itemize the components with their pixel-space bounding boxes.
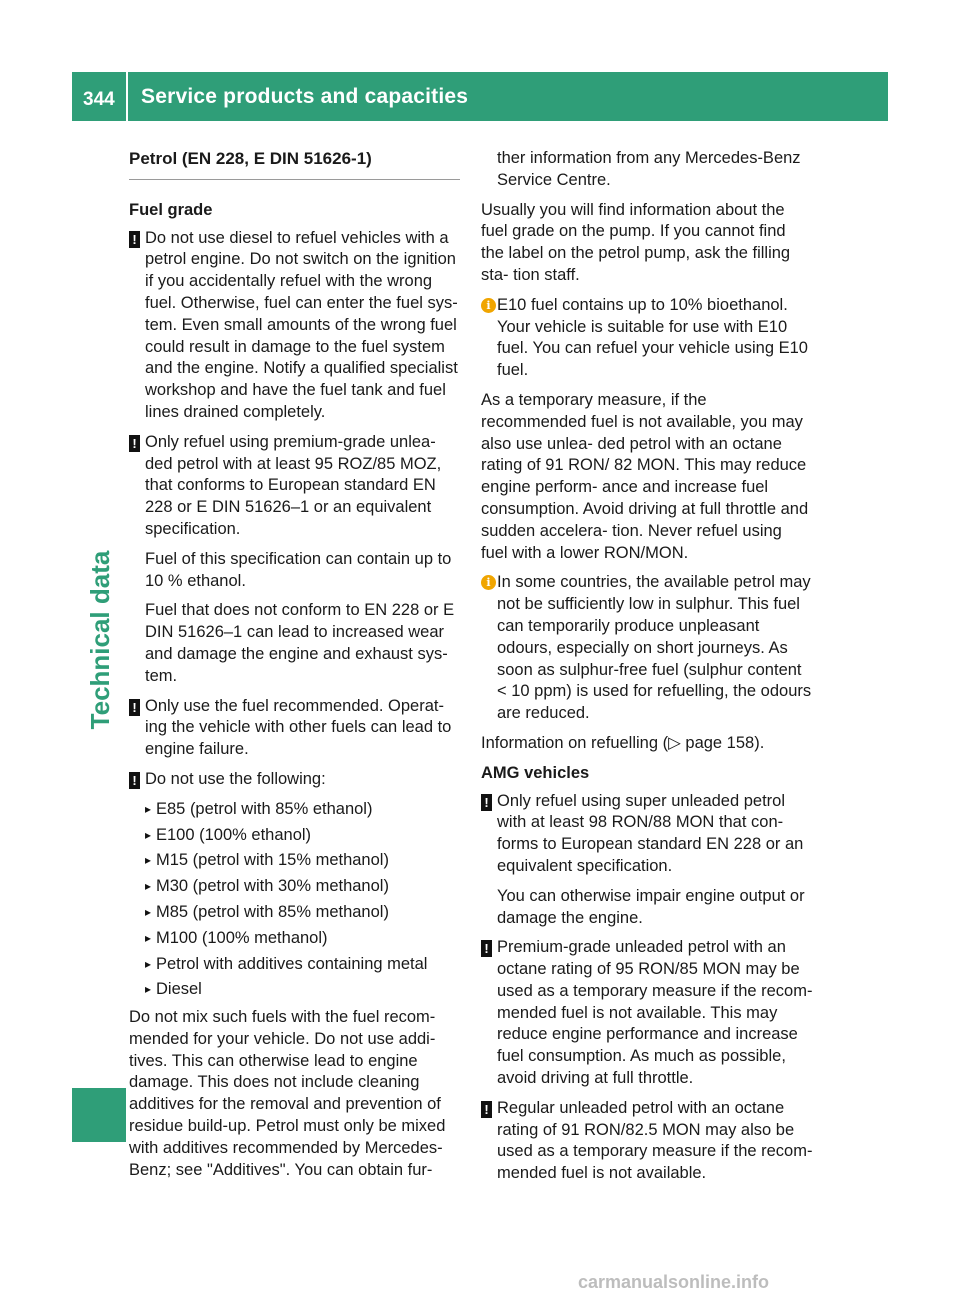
list-item: ▸ M85 (petrol with 85% methanol) xyxy=(145,902,460,924)
warning-note xyxy=(481,791,813,930)
body-paragraph: As a temporary measure, if the recommended fuel is not available, you may also use unlea- ded petrol with an octane rating of 91 RON/ 82 MON. This may reduce engine perform- ance and increase fuel consumption. Avoid driving at full throttle and sudden accelera- tion. Never refuel using fuel with a lower RON/MON. xyxy=(481,390,809,562)
warning-note xyxy=(481,1098,813,1185)
info-text: In some countries, the available petrol may not be sufficiently low in sulphur. This fuel can temporarily produce unpleasant odours, especially on short journeys. As soon as sulphur-free fuel (sulphur content < 10 ppm) is used for refuelling, the odours are reduced. xyxy=(497,573,812,723)
info-note xyxy=(481,295,813,382)
warning-note xyxy=(129,696,460,761)
warning-text: You can otherwise impair engine output or damage the engine. xyxy=(497,886,805,927)
warning-icon: ! xyxy=(481,1101,492,1118)
warning-icon: ! xyxy=(129,231,140,248)
watermark: carmanualsonline.info xyxy=(578,1272,770,1292)
warning-icon: ! xyxy=(129,772,140,789)
warning-text: Fuel that does not conform to EN 228 or E DIN 51626–1 can lead to increased wear and damage the engine and exhaust sys- tem. xyxy=(145,601,455,685)
refuelling-reference xyxy=(481,733,813,755)
info-icon: i xyxy=(481,575,496,590)
warning-note xyxy=(129,769,460,791)
warning-icon: ! xyxy=(481,940,492,957)
header-bar xyxy=(128,72,888,121)
warning-icon: ! xyxy=(129,435,140,452)
warning-text: Premium-grade unleaded petrol with an octane rating of 95 RON/85 MON may be used as a temporary measure if the recom- mended fuel is not available. This may reduce engine performance and increase fuel consumption. As much as possible, avoid driving at full throttle. xyxy=(497,938,813,1088)
list-item: ▸ Petrol with additives containing metal xyxy=(145,954,460,976)
right-column xyxy=(481,148,813,1193)
warning-icon: ! xyxy=(129,699,140,716)
page-header-title: Service products and capacities xyxy=(141,85,469,108)
left-column xyxy=(129,148,460,1189)
page-number: 344 xyxy=(83,89,115,110)
warning-note xyxy=(129,228,460,424)
amg-heading: AMG vehicles xyxy=(481,763,590,782)
list-item: ▸ E100 (100% ethanol) xyxy=(145,825,460,847)
warning-note xyxy=(481,937,813,1090)
body-paragraph: Do not mix such fuels with the fuel recom- mended for your vehicle. Do not use addi- tives. This can otherwise lead to engine damage. This does not include cleaning additives for the removal and prevention of residue build-up. Petrol must only be mixed with additives recommended by Mercedes- Benz; see "Additives". You can obtain fur- xyxy=(129,1008,446,1179)
info-note xyxy=(481,572,813,725)
warning-text: Only use the fuel recommended. Operat- ing the vehicle with other fuels can lead to engine failure. xyxy=(145,696,452,759)
info-text: E10 fuel contains up to 10% bioethanol. Your vehicle is suitable for use with E10 fuel. You can refuel your vehicle using E10 fuel. xyxy=(497,295,808,380)
warning-text: Fuel of this specification can contain up to 10 % ethanol. xyxy=(145,549,452,590)
list-item: ▸ M30 (petrol with 30% methanol) xyxy=(145,876,460,898)
warning-text: Only refuel using premium-grade unlea- ded petrol with at least 95 ROZ/85 MOZ, that conforms to European standard EN 228 or E DIN 51626–1 or an equivalent specification. xyxy=(145,432,442,538)
side-tab-label: Technical data xyxy=(85,550,115,730)
warning-text: Regular unleaded petrol with an octane rating of 91 RON/82.5 MON may also be used as a temporary measure if the recom- mended fuel is not available. xyxy=(497,1098,813,1183)
list-item: ▸ M15 (petrol with 15% methanol) xyxy=(145,850,460,872)
warning-note xyxy=(129,432,460,688)
list-item: ▸ E85 (petrol with 85% ethanol) xyxy=(145,799,460,821)
continued-paragraph: ther information from any Mercedes-Benz Service Centre. xyxy=(497,149,801,189)
warning-text: Only refuel using super unleaded petrol with at least 98 RON/88 MON that con- forms to European standard EN 228 or an equivalent specification. xyxy=(497,791,804,875)
body-paragraph: Usually you will find information about the fuel grade on the pump. If you cannot find the label on the petrol pump, ask the filling sta- tion staff. xyxy=(481,200,791,284)
page-reference-link[interactable]: page 158). xyxy=(680,733,765,752)
page-number-box xyxy=(72,72,126,121)
warning-text: Do not use diesel to refuel vehicles with a petrol engine. Do not switch on the ignition if you accidentally refuel with the wrong fuel. Otherwise, fuel can enter the fuel sys- tem. Even small amounts of the wrong fuel could result in damage to the fuel system and the engine. Notify a qualified specialist workshop and have the fuel tank and fuel lines drained completely. xyxy=(145,228,458,421)
reference-prefix: Information on refuelling ( xyxy=(481,733,669,752)
prohibited-fuel-list xyxy=(129,799,460,1001)
list-item: ▸ M100 (100% methanol) xyxy=(145,928,460,950)
warning-icon: ! xyxy=(481,794,492,811)
fuel-grade-heading: Fuel grade xyxy=(129,200,213,219)
section-title: Petrol (EN 228, E DIN 51626-1) xyxy=(129,148,460,180)
list-item: ▸ Diesel xyxy=(145,979,460,1001)
warning-text: Do not use the following: xyxy=(145,769,326,788)
info-icon: i xyxy=(481,298,496,313)
side-tab-marker xyxy=(72,1088,126,1142)
page-reference-arrow-icon: ▷ xyxy=(668,733,681,752)
